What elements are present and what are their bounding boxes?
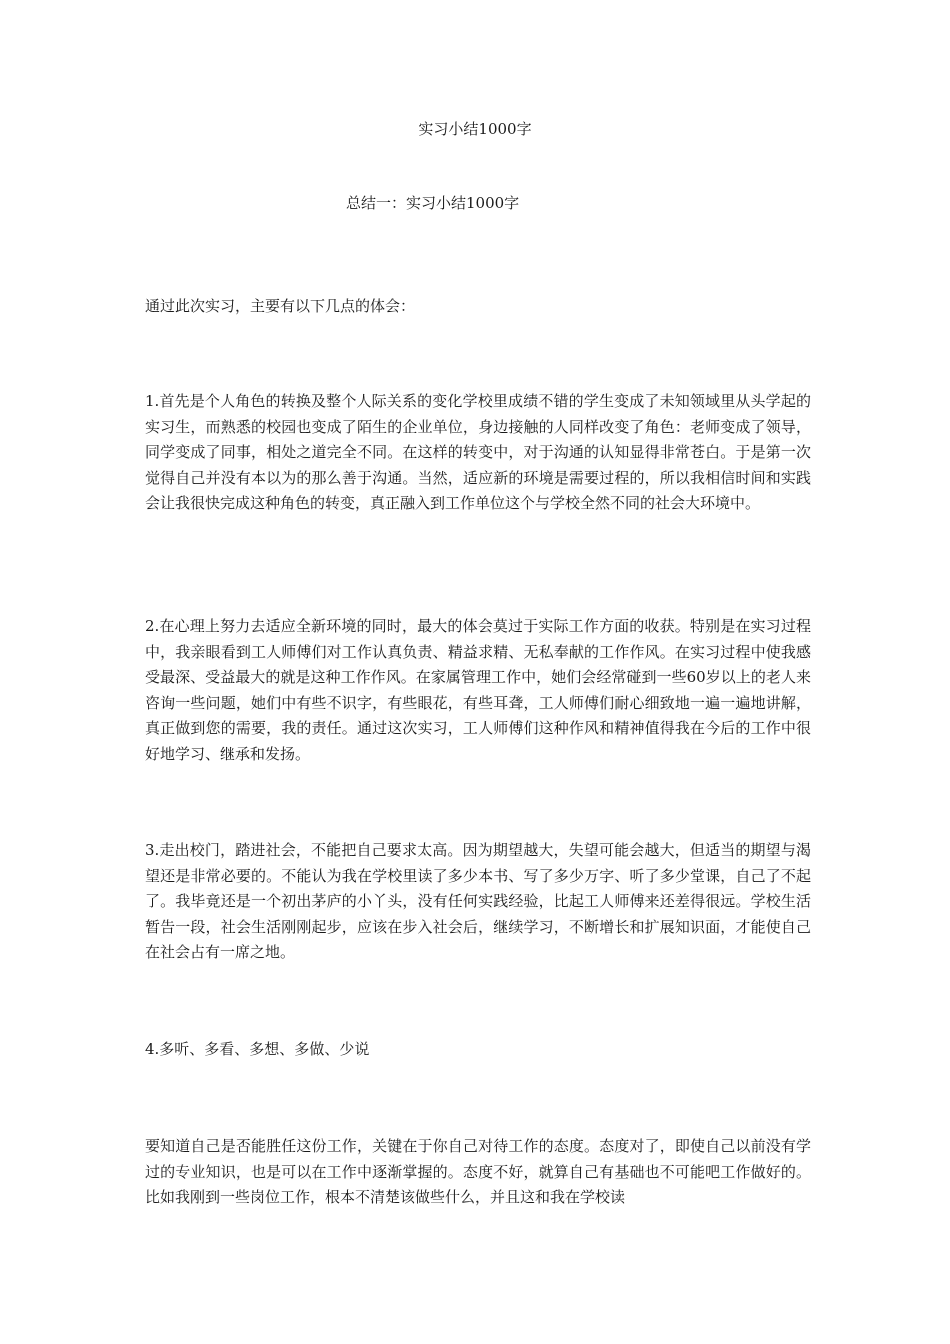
paragraph-point-1: 1.首先是个人角色的转换及整个人际关系的变化学校里成绩不错的学生变成了未知领域里从头学起的实习生，而熟悉的校园也变成了陌生的企业单位，身边接触的人同样改变了角色：老师变成了领导，同学变成了同事，相处之道完全不同。在这样的转变中，对于沟通的认知显得非常苍白。于是第一次觉得自己并没有本以为的那么善于沟通。当然，适应新的环境是需要过程的，所以我相信时间和实践会让我很快完成这种角色的转变，真正融入到工作单位这个与学校全然不同的社会大环境中。 xyxy=(145,392,811,512)
document-subtitle: 总结一：实习小结1000字 xyxy=(346,194,520,212)
paragraph-point-3: 3.走出校门，踏进社会，不能把自己要求太高。因为期望越大，失望可能会越大，但适当的期望与渴望还是非常必要的。不能认为我在学校里读了多少本书、写了多少万字、听了多少堂课，自己了不起了。我毕竟还是一个初出茅庐的小丫头，没有任何实践经验，比起工人师傅来还差得很远。学校生活暂告一段，社会生活刚刚起步，应该在步入社会后，继续学习，不断增长和扩展知识面，才能使自己在社会占有一席之地。 xyxy=(145,841,811,961)
paragraph-point-4-body: 要知道自己是否能胜任这份工作，关键在于你自己对待工作的态度。态度对了，即使自己以前没有学过的专业知识，也是可以在工作中逐渐掌握的。态度不好，就算自己有基础也不可能吧工作做好的。比如我刚到一些岗位工作，根本不清楚该做些什么，并且这和我在学校读 xyxy=(145,1137,811,1206)
paragraph-point-4-heading: 4.多听、多看、多想、多做、少说 xyxy=(145,1040,370,1058)
paragraph-point-2: 2.在心理上努力去适应全新环境的同时，最大的体会莫过于实际工作方面的收获。特别是在实习过程中，我亲眼看到工人师傅们对工作认真负责、精益求精、无私奉献的工作作风。在实习过程中使我感受最深、受益最大的就是这种工作作风。在家属管理工作中，她们会经常碰到一些60岁以上的老人来咨询一些问题，她们中有些不识字，有些眼花，有些耳聋，工人师傅们耐心细致地一遍一遍地讲解，真正做到您的需要，我的责任。通过这次实习，工人师傅们这种作风和精神值得我在今后的工作中很好地学习、继承和发扬。 xyxy=(145,617,811,763)
paragraph-intro: 通过此次实习，主要有以下几点的体会： xyxy=(145,297,416,315)
document-title: 实习小结1000字 xyxy=(418,120,532,138)
